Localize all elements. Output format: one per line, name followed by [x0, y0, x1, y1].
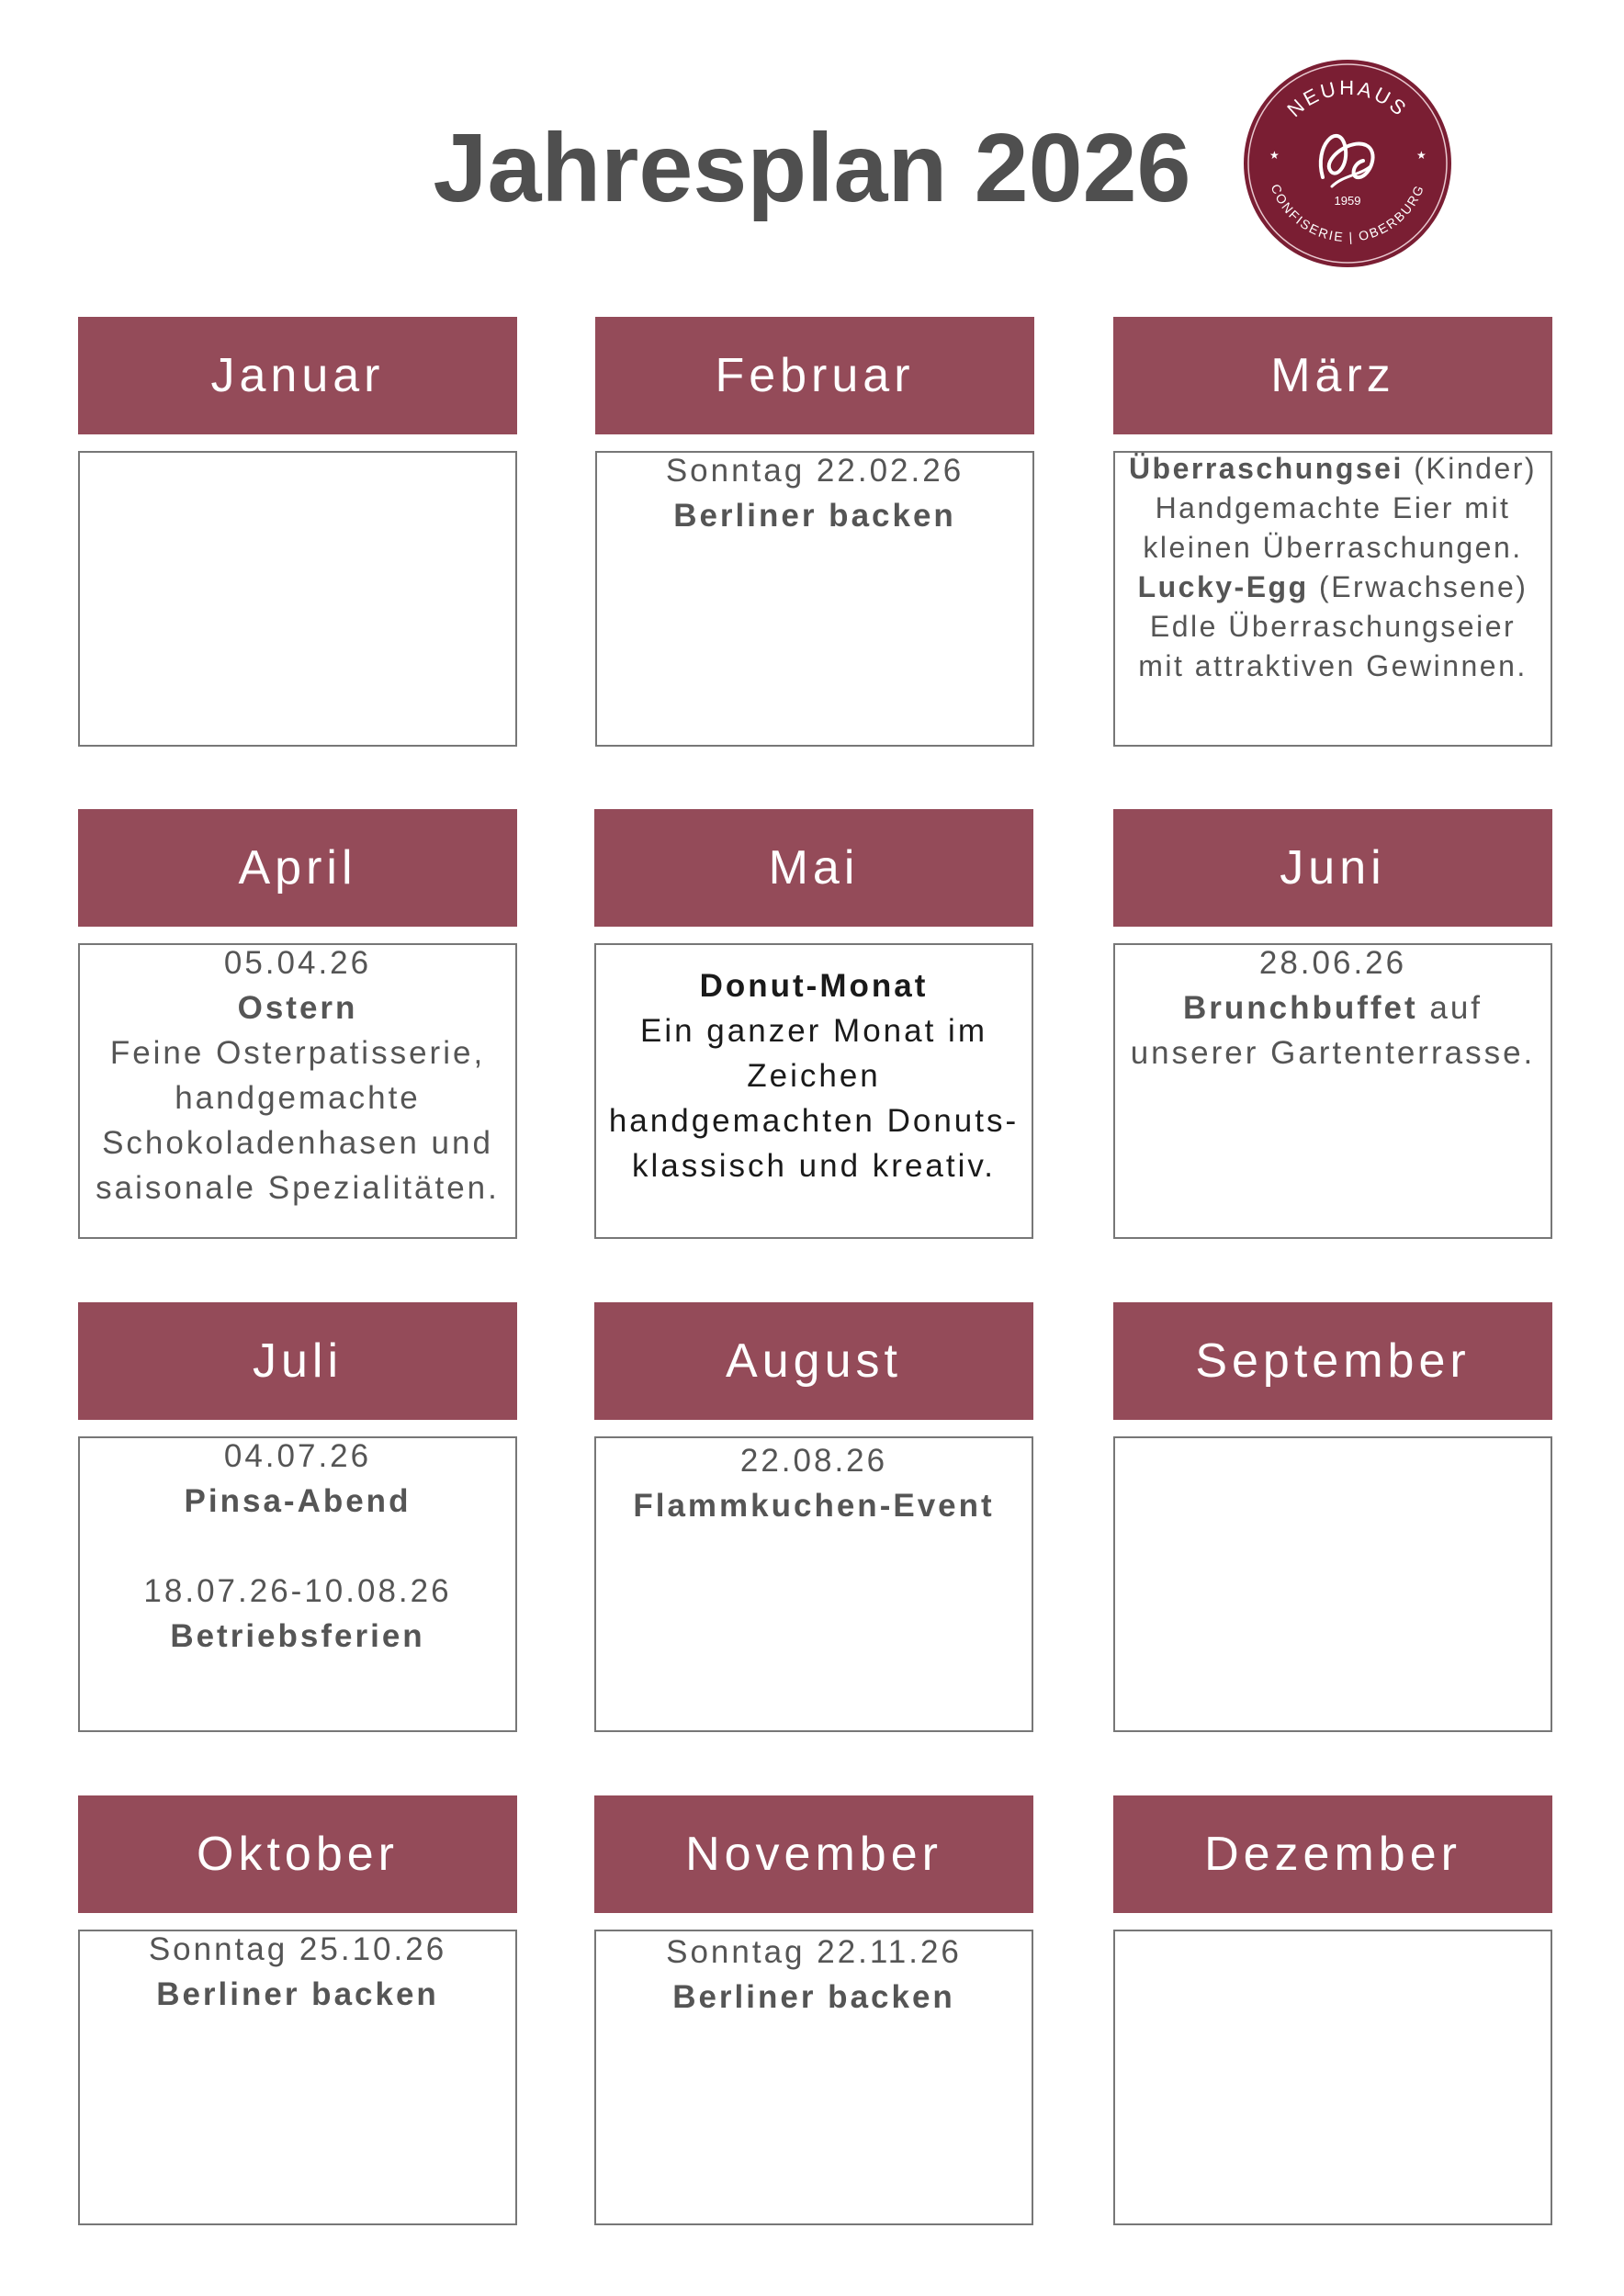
month-header: November — [594, 1795, 1033, 1913]
event-title: Berliner backen — [672, 1979, 955, 2015]
month-september — [1113, 1302, 1552, 1420]
month-box — [78, 1436, 517, 1732]
month-header: Juni — [1113, 809, 1552, 927]
event-desc: kleinen Überraschungen. — [1143, 531, 1523, 564]
svg-text:★: ★ — [1269, 149, 1280, 162]
event-title: Betriebsferien — [170, 1618, 425, 1654]
event-date: 18.07.26-10.08.26 — [143, 1573, 452, 1609]
month-box — [1113, 1930, 1552, 2225]
event-date: 28.06.26 — [1258, 945, 1407, 981]
month-header: Juli — [78, 1302, 517, 1420]
event-desc: Handgemachte Eier mit — [1155, 491, 1511, 524]
event-desc: handgemachte — [175, 1080, 421, 1116]
month-box — [594, 1436, 1033, 1732]
event-title: Ostern — [237, 990, 358, 1026]
svg-text:★: ★ — [1416, 149, 1427, 162]
event-title: Brunchbuffet — [1182, 990, 1418, 1026]
month-header: Oktober — [78, 1795, 517, 1913]
event-desc: saisonale Spezialitäten. — [96, 1170, 500, 1206]
month-juli — [78, 1302, 517, 1654]
month-header: Dezember — [1113, 1795, 1552, 1913]
event-desc: auf — [1417, 990, 1483, 1026]
event-desc: Ein ganzer Monat im — [640, 1013, 987, 1049]
event-date: 22.08.26 — [739, 1443, 888, 1479]
page-title: Jahresplan 2026 — [433, 114, 1191, 222]
month-header: April — [78, 809, 517, 927]
month-oktober — [78, 1795, 517, 2012]
event-title: Lucky-Egg — [1137, 570, 1309, 603]
month-box — [594, 943, 1033, 1239]
event-desc: unserer Gartenterrasse. — [1130, 1035, 1536, 1071]
event-desc: handgemachten Donuts- — [608, 1103, 1020, 1139]
month-header: März — [1113, 317, 1552, 434]
event-desc: Schokoladenhasen und — [102, 1125, 493, 1161]
month-box — [595, 451, 1034, 747]
event-title: Donut-Monat — [699, 968, 929, 1004]
event-desc: Feine Osterpatisserie, — [109, 1035, 486, 1071]
svg-text:CONFISERIE | OBERBURG: CONFISERIE | OBERBURG — [1268, 181, 1427, 245]
month-maerz — [1113, 317, 1552, 682]
month-februar — [595, 317, 1034, 534]
month-april — [78, 809, 517, 1206]
event-note: (Erwachsene) — [1308, 570, 1528, 603]
event-note: (Kinder) — [1403, 452, 1538, 485]
month-header: September — [1113, 1302, 1552, 1420]
event-title: Flammkuchen-Event — [633, 1488, 995, 1524]
month-box — [1113, 1436, 1552, 1732]
event-title: Pinsa-Abend — [184, 1483, 412, 1519]
month-box — [78, 451, 517, 747]
event-title: Berliner backen — [673, 498, 956, 534]
month-box — [594, 1930, 1033, 2225]
svg-text:NEUHAUS: NEUHAUS — [1282, 75, 1413, 122]
month-november — [594, 1795, 1033, 2015]
event-date: Sonntag 25.10.26 — [148, 1931, 447, 1967]
month-box — [1113, 451, 1552, 747]
event-desc: Zeichen — [747, 1058, 881, 1094]
event-title: Berliner backen — [156, 1976, 439, 2012]
event-desc: mit attraktiven Gewinnen. — [1138, 649, 1528, 682]
event-date: 04.07.26 — [223, 1438, 372, 1474]
event-date: 05.04.26 — [223, 945, 372, 981]
month-januar — [78, 317, 517, 434]
month-header: August — [594, 1302, 1033, 1420]
event-date: Sonntag 22.02.26 — [665, 453, 964, 489]
event-desc: klassisch und kreativ. — [631, 1148, 997, 1184]
event-title: Überraschungsei — [1128, 452, 1404, 485]
neuhaus-logo — [1242, 58, 1453, 269]
month-box — [78, 1930, 517, 2225]
month-header: Februar — [595, 317, 1034, 434]
month-header: Mai — [594, 809, 1033, 927]
month-dezember — [1113, 1795, 1552, 1913]
month-august — [594, 1302, 1033, 1524]
month-mai — [594, 809, 1033, 1184]
month-juni — [1113, 809, 1552, 1071]
event-date: Sonntag 22.11.26 — [666, 1934, 962, 1970]
svg-text:1959: 1959 — [1334, 194, 1361, 208]
month-box — [78, 943, 517, 1239]
month-header: Januar — [78, 317, 517, 434]
month-box — [1113, 943, 1552, 1239]
event-desc: Edle Überraschungseier — [1149, 610, 1517, 643]
